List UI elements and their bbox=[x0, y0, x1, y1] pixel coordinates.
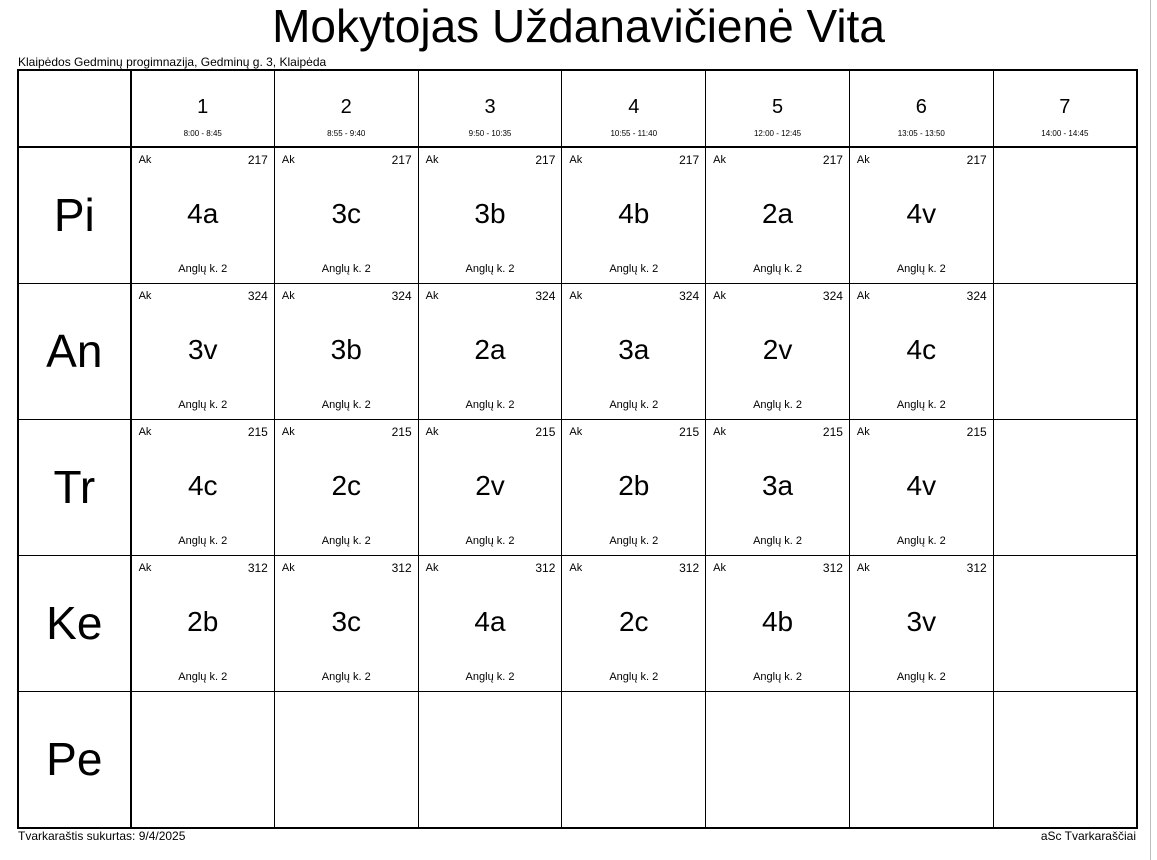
room-number: 324 bbox=[966, 288, 987, 303]
room-number: 217 bbox=[679, 153, 700, 167]
lesson-cell bbox=[849, 419, 993, 555]
class-name: 3a bbox=[761, 469, 794, 501]
day-row bbox=[18, 147, 1137, 283]
lesson-cell bbox=[131, 147, 275, 283]
period-header-3 bbox=[418, 70, 562, 147]
subject-name: Anglų k. 2 bbox=[178, 263, 228, 275]
lesson-cell bbox=[849, 555, 993, 691]
subject-name: Anglų k. 2 bbox=[465, 398, 515, 411]
timetable bbox=[17, 69, 1138, 829]
period-time: 13:05 - 13:50 bbox=[897, 129, 945, 138]
lesson-cell bbox=[274, 419, 418, 555]
lesson-cell bbox=[706, 555, 850, 691]
period-header-2 bbox=[274, 70, 418, 147]
lesson-cell bbox=[418, 419, 562, 555]
period-number: 7 bbox=[1059, 96, 1071, 118]
lesson-cell bbox=[131, 283, 275, 419]
class-name: 4c bbox=[906, 333, 937, 365]
day-label: Tr bbox=[18, 419, 131, 555]
period-time: 8:55 - 9:40 bbox=[327, 129, 366, 138]
period-header-4 bbox=[562, 70, 706, 147]
subject-name: Anglų k. 2 bbox=[609, 670, 659, 683]
subject-code: Ak bbox=[856, 561, 870, 574]
day-label: Ke bbox=[18, 555, 131, 691]
period-number: 4 bbox=[628, 96, 640, 118]
lesson-cell bbox=[562, 147, 706, 283]
subject-name: Anglų k. 2 bbox=[465, 263, 515, 275]
room-number: 217 bbox=[822, 153, 843, 167]
class-name: 4a bbox=[187, 198, 219, 229]
day-row bbox=[18, 419, 1137, 555]
room-number: 217 bbox=[247, 153, 268, 167]
empty-cell bbox=[706, 691, 850, 828]
period-time: 14:00 - 14:45 bbox=[1041, 129, 1089, 138]
class-name: 4v bbox=[906, 469, 937, 501]
room-number: 217 bbox=[391, 153, 412, 167]
period-number: 6 bbox=[915, 96, 927, 118]
room-number: 215 bbox=[391, 424, 412, 439]
subject-code: Ak bbox=[281, 154, 295, 166]
period-number: 3 bbox=[484, 96, 496, 118]
class-name: 3a bbox=[618, 333, 650, 365]
subject-name: Anglų k. 2 bbox=[753, 263, 802, 275]
subject-code: Ak bbox=[138, 154, 152, 166]
class-name: 2v bbox=[475, 469, 505, 501]
day-label: Pe bbox=[18, 691, 131, 828]
class-name: 3b bbox=[474, 198, 506, 229]
subject-name: Anglų k. 2 bbox=[321, 534, 371, 547]
subject-name: Anglų k. 2 bbox=[896, 398, 946, 411]
subject-name: Anglų k. 2 bbox=[753, 398, 802, 411]
empty-cell bbox=[993, 147, 1137, 283]
room-number: 312 bbox=[247, 560, 268, 575]
subject-code: Ak bbox=[713, 561, 726, 574]
period-header-row bbox=[18, 70, 1137, 147]
subject-code: Ak bbox=[856, 425, 870, 438]
class-name: 4b bbox=[618, 198, 650, 229]
subject-name: Anglų k. 2 bbox=[753, 534, 802, 547]
class-name: 3v bbox=[906, 605, 937, 637]
subject-name: Anglų k. 2 bbox=[321, 398, 371, 411]
subject-name: Anglų k. 2 bbox=[896, 534, 946, 547]
empty-cell bbox=[274, 691, 418, 828]
empty-cell bbox=[993, 691, 1137, 828]
lesson-cell bbox=[131, 555, 275, 691]
subject-code: Ak bbox=[425, 425, 439, 438]
room-number: 312 bbox=[966, 560, 987, 575]
subject-code: Ak bbox=[138, 425, 152, 438]
subject-code: Ak bbox=[856, 289, 870, 302]
class-name: 2c bbox=[331, 469, 362, 501]
period-header-7 bbox=[993, 70, 1137, 147]
period-time: 9:50 - 10:35 bbox=[468, 129, 512, 138]
period-number: 1 bbox=[197, 96, 209, 118]
class-name: 2v bbox=[762, 333, 793, 365]
subject-name: Anglų k. 2 bbox=[465, 670, 515, 683]
lesson-cell bbox=[418, 283, 562, 419]
class-name: 3v bbox=[187, 333, 218, 365]
corner-cell bbox=[18, 70, 131, 147]
day-label: An bbox=[18, 283, 131, 419]
room-number: 217 bbox=[966, 153, 987, 167]
empty-cell bbox=[993, 283, 1137, 419]
period-header-1 bbox=[131, 70, 275, 147]
lesson-cell bbox=[706, 283, 850, 419]
page-title: Mokytojas Uždanavičienė Vita bbox=[272, 0, 885, 52]
room-number: 215 bbox=[535, 424, 556, 439]
subject-name: Anglų k. 2 bbox=[178, 398, 228, 411]
subject-name: Anglų k. 2 bbox=[465, 534, 515, 547]
room-number: 324 bbox=[247, 288, 268, 303]
room-number: 312 bbox=[679, 560, 700, 575]
room-number: 215 bbox=[822, 424, 843, 439]
lesson-cell bbox=[562, 283, 706, 419]
lesson-cell bbox=[849, 283, 993, 419]
page-edge-line bbox=[1150, 0, 1151, 860]
class-name: 4b bbox=[761, 605, 794, 637]
subject-code: Ak bbox=[138, 289, 152, 302]
subject-code: Ak bbox=[569, 425, 583, 438]
period-header-6 bbox=[849, 70, 993, 147]
empty-cell bbox=[993, 555, 1137, 691]
school-address: Klaipėdos Gedminų progimnazija, Gedminų g. 3, Klaipėda bbox=[18, 55, 327, 69]
lesson-cell bbox=[706, 419, 850, 555]
room-number: 324 bbox=[679, 288, 700, 303]
lesson-cell bbox=[562, 419, 706, 555]
subject-code: Ak bbox=[856, 154, 870, 166]
room-number: 312 bbox=[822, 560, 843, 575]
empty-cell bbox=[993, 419, 1137, 555]
subject-name: Anglų k. 2 bbox=[753, 670, 802, 683]
lesson-cell bbox=[849, 147, 993, 283]
room-number: 324 bbox=[822, 288, 843, 303]
day-row bbox=[18, 555, 1137, 691]
subject-name: Anglų k. 2 bbox=[178, 670, 228, 683]
day-row bbox=[18, 691, 1137, 828]
room-number: 324 bbox=[391, 288, 412, 303]
subject-name: Anglų k. 2 bbox=[609, 263, 659, 275]
empty-cell bbox=[418, 691, 562, 828]
class-name: 4a bbox=[474, 605, 506, 637]
app-name: aSc Tvarkaraščiai bbox=[1040, 829, 1136, 843]
lesson-cell bbox=[274, 555, 418, 691]
lesson-cell bbox=[418, 147, 562, 283]
empty-cell bbox=[562, 691, 706, 828]
empty-cell bbox=[849, 691, 993, 828]
subject-code: Ak bbox=[425, 561, 439, 574]
day-label: Pi bbox=[18, 147, 131, 283]
timetable-body bbox=[18, 70, 1137, 828]
lesson-cell bbox=[562, 555, 706, 691]
class-name: 3c bbox=[331, 605, 362, 637]
room-number: 215 bbox=[679, 424, 700, 439]
class-name: 4c bbox=[187, 469, 218, 501]
subject-name: Anglų k. 2 bbox=[178, 534, 228, 547]
subject-name: Anglų k. 2 bbox=[321, 670, 371, 683]
subject-code: Ak bbox=[281, 289, 295, 302]
period-time: 8:00 - 8:45 bbox=[183, 129, 222, 138]
room-number: 324 bbox=[535, 288, 556, 303]
room-number: 217 bbox=[535, 153, 556, 167]
class-name: 2a bbox=[761, 198, 794, 229]
subject-code: Ak bbox=[569, 561, 583, 574]
period-time: 10:55 - 11:40 bbox=[610, 129, 658, 138]
subject-code: Ak bbox=[138, 561, 152, 574]
day-row bbox=[18, 283, 1137, 419]
subject-name: Anglų k. 2 bbox=[321, 263, 371, 275]
class-name: 2b bbox=[618, 469, 650, 501]
subject-code: Ak bbox=[713, 425, 726, 438]
period-header-5 bbox=[706, 70, 850, 147]
subject-code: Ak bbox=[713, 154, 726, 166]
room-number: 215 bbox=[966, 424, 987, 439]
subject-code: Ak bbox=[281, 561, 295, 574]
subject-code: Ak bbox=[713, 289, 726, 302]
lesson-cell bbox=[418, 555, 562, 691]
class-name: 3b bbox=[330, 333, 362, 365]
subject-code: Ak bbox=[425, 154, 439, 166]
period-number: 2 bbox=[340, 96, 352, 118]
class-name: 4v bbox=[906, 198, 937, 229]
room-number: 312 bbox=[535, 560, 556, 575]
room-number: 312 bbox=[391, 560, 412, 575]
room-number: 215 bbox=[247, 424, 268, 439]
period-number: 5 bbox=[771, 96, 784, 118]
lesson-cell bbox=[706, 147, 850, 283]
subject-name: Anglų k. 2 bbox=[609, 398, 659, 411]
class-name: 3c bbox=[331, 198, 362, 229]
lesson-cell bbox=[274, 283, 418, 419]
subject-code: Ak bbox=[425, 289, 439, 302]
period-time: 12:00 - 12:45 bbox=[753, 129, 802, 138]
lesson-cell bbox=[274, 147, 418, 283]
subject-name: Anglų k. 2 bbox=[609, 534, 659, 547]
subject-code: Ak bbox=[569, 154, 583, 166]
created-date: Tvarkaraštis sukurtas: 9/4/2025 bbox=[18, 829, 186, 843]
class-name: 2a bbox=[474, 333, 506, 365]
subject-code: Ak bbox=[281, 425, 295, 438]
class-name: 2c bbox=[618, 605, 649, 637]
empty-cell bbox=[131, 691, 275, 828]
subject-name: Anglų k. 2 bbox=[896, 670, 946, 683]
class-name: 2b bbox=[187, 605, 219, 637]
lesson-cell bbox=[131, 419, 275, 555]
subject-name: Anglų k. 2 bbox=[896, 263, 946, 275]
subject-code: Ak bbox=[569, 289, 583, 302]
